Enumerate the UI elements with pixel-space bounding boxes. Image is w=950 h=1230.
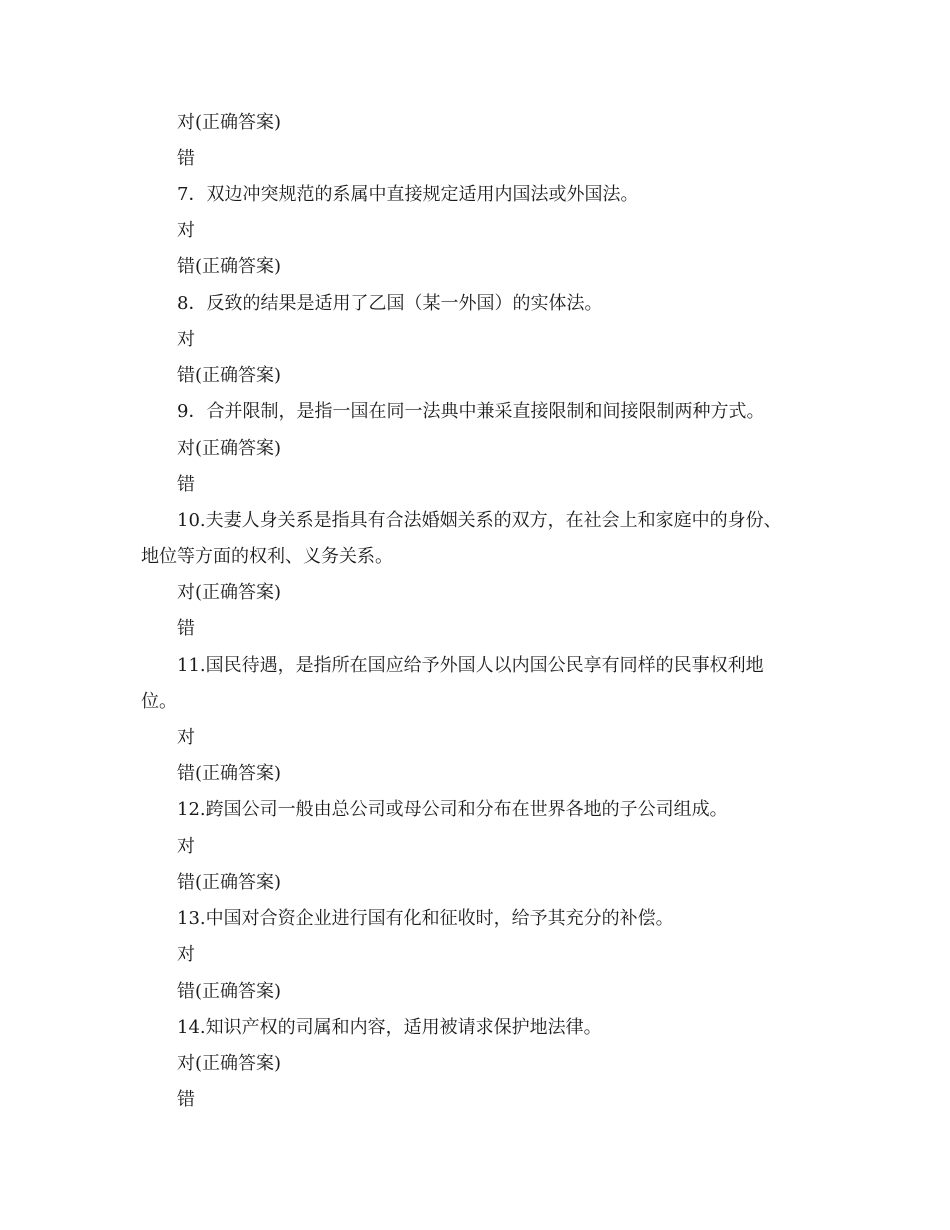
option-line: 对: [177, 836, 195, 857]
question-line: 8．反致的结果是适用了乙国（某一外国）的实体法。: [177, 293, 603, 314]
question-line: 7．双边冲突规范的系属中直接规定适用内国法或外国法。: [177, 184, 639, 205]
option-line: 对(正确答案): [177, 438, 282, 459]
option-line: 错: [177, 148, 195, 169]
question-line: 12.跨国公司一般由总公司或母公司和分布在世界各地的子公司组成。: [177, 799, 728, 820]
question-line: 10.夫妻人身关系是指具有合法婚姻关系的双方，在社会上和家庭中的身份、: [177, 510, 782, 531]
question-continuation: 位。: [141, 691, 177, 712]
option-line: 对: [177, 329, 195, 350]
option-line: 对: [177, 220, 195, 241]
option-line: 错(正确答案): [177, 981, 282, 1002]
option-line: 错: [177, 474, 195, 495]
question-continuation: 地位等方面的权利、义务关系。: [141, 546, 393, 567]
option-line: 错(正确答案): [177, 872, 282, 893]
question-line: 9．合并限制，是指一国在同一法典中兼采直接限制和间接限制两种方式。: [177, 401, 765, 422]
option-line: 对(正确答案): [177, 112, 282, 133]
question-line: 11.国民待遇，是指所在国应给予外国人以内国公民享有同样的民事权利地: [177, 655, 764, 676]
option-line: 错(正确答案): [177, 763, 282, 784]
option-line: 对: [177, 944, 195, 965]
option-line: 错: [177, 1089, 195, 1110]
option-line: 错: [177, 618, 195, 639]
option-line: 对(正确答案): [177, 1053, 282, 1074]
option-line: 对: [177, 727, 195, 748]
option-line: 错(正确答案): [177, 365, 282, 386]
option-line: 对(正确答案): [177, 582, 282, 603]
question-line: 13.中国对合资企业进行国有化和征收时，给予其充分的补偿。: [177, 908, 674, 929]
option-line: 错(正确答案): [177, 256, 282, 277]
question-line: 14.知识产权的司属和内容，适用被请求保护地法律。: [177, 1017, 602, 1038]
